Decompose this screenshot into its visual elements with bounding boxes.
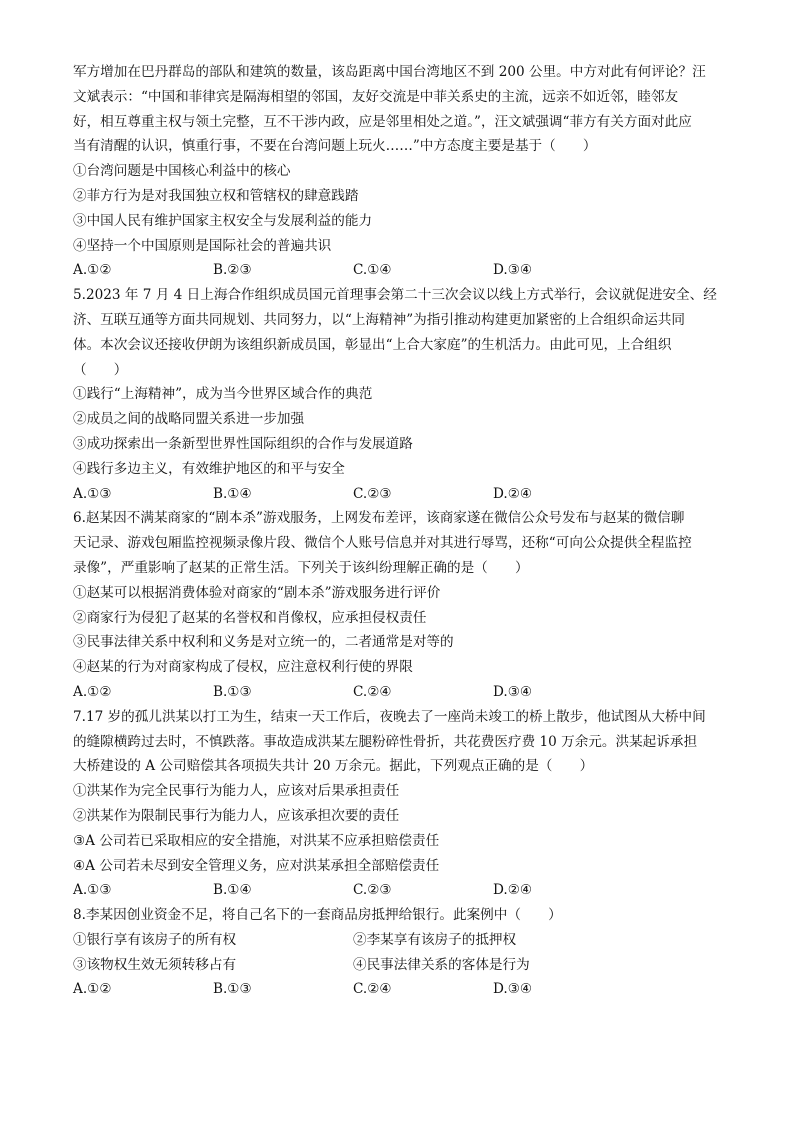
statement-option: ②菲方行为是对我国独立权和管辖权的肆意践踏 [73,187,359,204]
statement-option: ①洪某作为完全民事行为能力人，应该对后果承担责任 [73,783,400,800]
statement-option: ④民事法律关系的客体是行为 [353,956,530,973]
answer-choices [73,680,725,705]
question-stem-line: 录像”，严重影响了赵某的正常生活。下列关于该纠纷理解正确的是（ ） [73,559,529,576]
question-stem-line: 的缝隙横跨过去时，不慎跌落。事故造成洪某左腿粉碎性骨折，共花费医疗费 10 万余元。洪某起诉承担 [73,733,698,750]
answer-choice-c[interactable]: C.②③ [353,485,392,502]
question-8 [73,903,725,1002]
answer-choice-a[interactable]: A.①③ [73,485,112,502]
statement-option: ④A 公司若未尽到安全管理义务，应对洪某承担全部赔偿责任 [73,857,440,874]
answer-choice-d[interactable]: D.③④ [493,683,533,700]
question-stem-line: 大桥建设的 A 公司赔偿其各项损失共计 20 万余元。据此，下列观点正确的是（ ） [73,758,594,775]
question-stem-line: 7.17 岁的孤儿洪某以打工为生，结束一天工作后，夜晚去了一座尚未竣工的桥上散步，他试图从大桥中间 [73,708,706,725]
answer-choice-b[interactable]: B.①③ [213,981,252,998]
statement-option: ①银行享有该房子的所有权 [73,931,237,948]
statement-option: ①践行“上海精神”，成为当今世界区域合作的典范 [73,386,373,403]
statement-option: ②李某享有该房子的抵押权 [353,931,517,948]
answer-choice-d[interactable]: D.②④ [493,882,533,899]
answer-choice-a[interactable]: A.①② [73,981,112,998]
answer-choices [73,258,725,283]
question-stem-line: 济、互联互通等方面共同规划、共同努力，以“上海精神”为指引推动构建更加紧密的上合组织命运共同 [73,311,686,328]
question-4 [73,60,725,283]
statement-option: ①台湾问题是中国核心利益中的核心 [73,163,291,180]
statement-row [73,953,725,978]
statement-option: ④坚持一个中国原则是国际社会的普遍共识 [73,237,332,254]
statement-option: ③该物权生效无须转移占有 [73,956,237,973]
statement-option: ①赵某可以根据消费体验对商家的“剧本杀”游戏服务进行评价 [73,584,441,601]
statement-option: ③民事法律关系中权利和义务是对立统一的，二者通常是对等的 [73,634,454,651]
question-stem-line: 当有清醒的认识，慎重行事，不要在台湾问题上玩火……”中方态度主要是基于（ ） [73,138,597,155]
question-7 [73,705,725,903]
answer-choice-c[interactable]: C.②③ [353,882,392,899]
question-stem-line: 体。本次会议还接收伊朗为该组织新成员国，彰显出“上合大家庭”的生机活力。由此可见，上合组织 [73,336,672,353]
answer-choice-b[interactable]: B.②③ [213,262,252,279]
answer-choice-c[interactable]: C.②④ [353,683,392,700]
answer-choice-b[interactable]: B.①③ [213,683,252,700]
statement-option: ②洪某作为限制民事行为能力人，应该承担次要的责任 [73,807,400,824]
statement-row [73,928,725,953]
statement-option: ②成员之间的战略同盟关系进一步加强 [73,411,305,428]
answer-choice-d[interactable]: D.③④ [493,981,533,998]
statement-option: ③成功探索出一条新型世界性国际组织的合作与发展道路 [73,435,413,452]
statement-option: ④践行多边主义，有效维护地区的和平与安全 [73,460,345,477]
answer-choice-b[interactable]: B.①④ [213,882,252,899]
statement-option: ③中国人民有维护国家主权安全与发展利益的能力 [73,212,373,229]
answer-choices [73,977,725,1002]
question-stem-line: 8.李某因创业资金不足，将自己名下的一套商品房抵押给银行。此案例中（ ） [73,907,562,924]
page-content [73,60,725,1002]
question-stem-line: 5.2023 年 7 月 4 日上海合作组织成员国元首理事会第二十三次会议以线上方式举行，会议就促进安全、经 [73,287,717,304]
answer-choice-c[interactable]: C.②④ [353,981,392,998]
answer-choices [73,482,725,507]
answer-choice-d[interactable]: D.②④ [493,485,533,502]
question-stem-line: 军方增加在巴丹群岛的部队和建筑的数量，该岛距离中国台湾地区不到 200 公里。中方对此有何评论？汪 [73,64,706,80]
answer-choices [73,878,725,903]
answer-choice-a[interactable]: A.①② [73,683,112,700]
question-5 [73,283,725,506]
statement-option: ②商家行为侵犯了赵某的名誉权和肖像权，应承担侵权责任 [73,609,427,626]
statement-option: ④赵某的行为对商家构成了侵权，应注意权利行使的界限 [73,659,413,676]
question-stem-line: 好，相互尊重主权与领土完整，互不干涉内政，应是邻里相处之道。”，汪文斌强调“菲方有关方面对此应 [73,113,692,130]
question-stem-line: 文斌表示：“中国和菲律宾是隔海相望的邻国，友好交流是中菲关系史的主流，远亲不如近邻，睦邻友 [73,88,679,105]
answer-choice-a[interactable]: A.①③ [73,882,112,899]
answer-choice-a[interactable]: A.①② [73,262,112,279]
answer-choice-b[interactable]: B.①④ [213,485,252,502]
answer-choice-d[interactable]: D.③④ [493,262,533,279]
answer-choice-c[interactable]: C.①④ [353,262,392,279]
statement-option: ③A 公司若已采取相应的安全措施，对洪某不应承担赔偿责任 [73,832,440,849]
question-stem-line: 天记录、游戏包厢监控视频录像片段、微信个人账号信息并对其进行辱骂，还称“可向公众提供全程监控 [73,535,692,552]
question-6 [73,506,725,704]
question-stem-line: 6.赵某因不满某商家的“剧本杀”游戏服务，上网发布差评，该商家遂在微信公众号发布与赵某的微信聊 [73,510,685,527]
question-stem-line: （ ） [73,361,128,378]
